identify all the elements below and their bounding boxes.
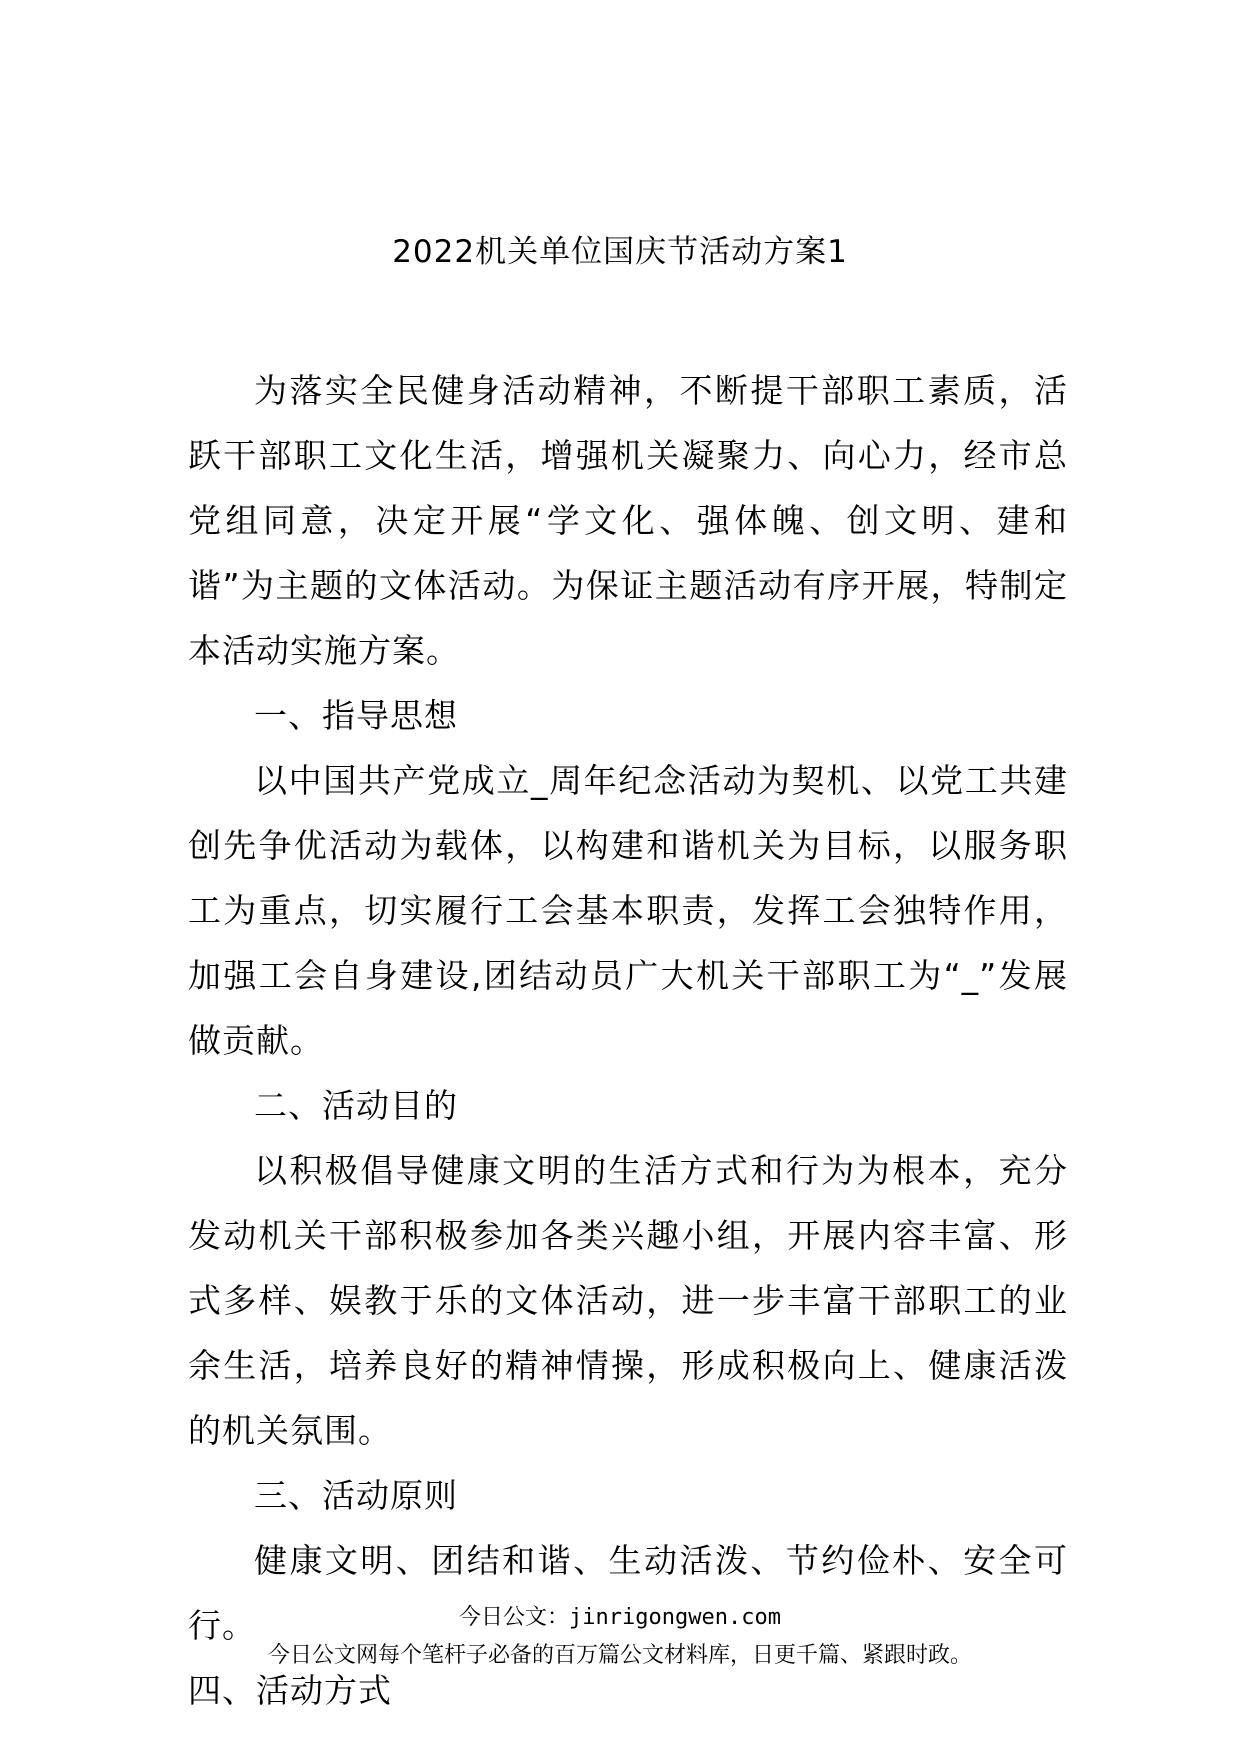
section-heading-activity-methods: 四、活动方式 [188, 1671, 392, 1710]
document-title: 2022机关单位国庆节活动方案1 [392, 234, 848, 270]
footer-site-link[interactable]: jinrigongwen.com [569, 1605, 781, 1630]
section-heading-activity-purpose: 二、活动目的 [254, 1086, 458, 1125]
footer-site-label: 今日公文： [459, 1605, 570, 1630]
guiding-ideology-paragraph: 以中国共产党成立_周年纪念活动为契机、以党工共建创先争优活动为载体，以构建和谐机关为目标，以服务职工为重点，切实履行工会基本职责，发挥工会独特作用，加强工会自身建设,团结动员广大机关干部职工为“_”发展做贡献。 [188, 761, 1068, 1060]
footer-site-line [0, 1600, 1240, 1631]
activity-principles-paragraph: 健康文明、团结和谐、生动活泼、节约俭朴、安全可行。 [188, 1541, 1068, 1645]
footer-slogan: 今日公文网每个笔杆子必备的百万篇公文材料库，日更千篇、紧跟时政。 [267, 1643, 972, 1668]
intro-paragraph: 为落实全民健身活动精神，不断提干部职工素质，活跃干部职工文化生活，增强机关凝聚力、向心力，经市总党组同意，决定开展“学文化、强体魄、创文明、建和谐”为主题的文体活动。为保证主题活动有序开展，特制定本活动实施方案。 [188, 371, 1068, 670]
section-heading-guiding-ideology: 一、指导思想 [254, 696, 458, 735]
document-body [188, 358, 1068, 1723]
section-heading-activity-principles: 三、活动原则 [254, 1476, 458, 1515]
activity-purpose-paragraph: 以积极倡导健康文明的生活方式和行为为根本，充分发动机关干部积极参加各类兴趣小组，开展内容丰富、形式多样、娱教于乐的文体活动，进一步丰富干部职工的业余生活，培养良好的精神情操，形成积极向上、健康活泼的机关氛围。 [188, 1151, 1068, 1450]
